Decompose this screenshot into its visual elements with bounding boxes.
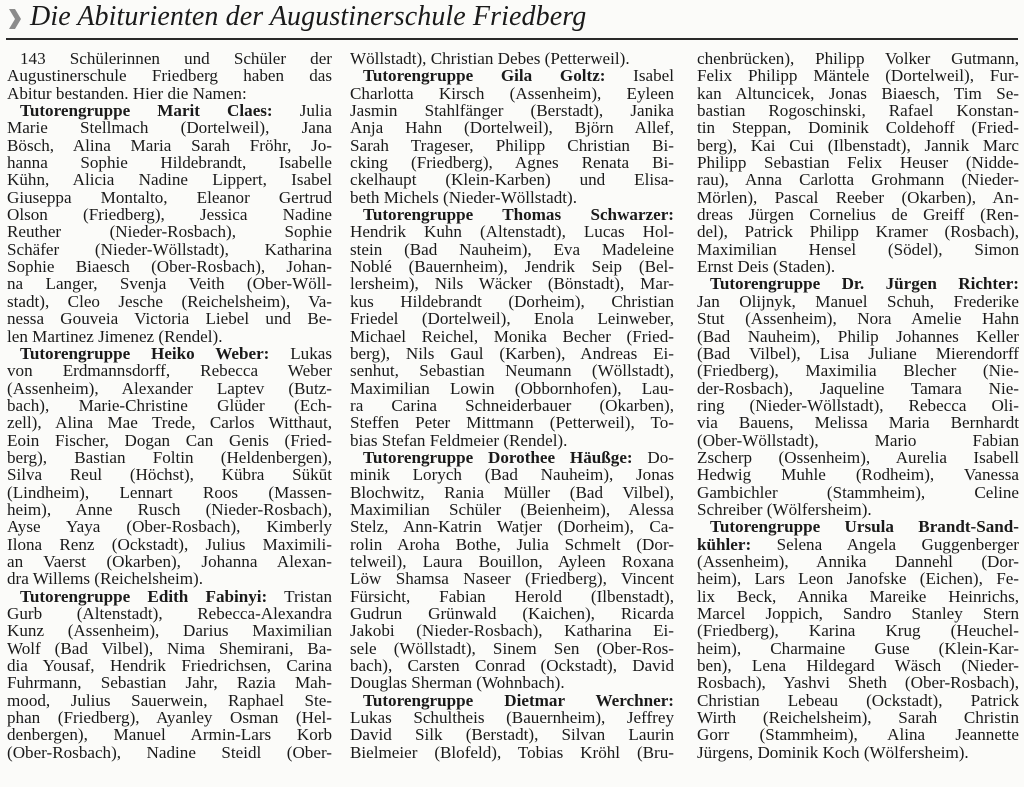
text-line <box>697 570 1019 587</box>
text-line <box>697 310 1019 327</box>
names-text: (Assenheim), Annika Dannehl (Dor- <box>697 551 1019 571</box>
text-line <box>7 380 332 397</box>
text-line <box>697 674 1019 691</box>
tutor-group-title: Tutorengruppe Ursula Brandt-Sand- <box>710 517 1019 537</box>
names-text: heim), Charmaine Guse (Klein-Kar- <box>697 638 1019 658</box>
text-line <box>7 67 332 84</box>
text-line <box>697 345 1019 362</box>
names-text: Kühn, Alicia Nadine Lippert, Isabel <box>7 170 332 190</box>
names-text: (Friedberg), Karina Krug (Heuchel- <box>697 621 1019 641</box>
text-line <box>7 726 332 743</box>
text-line <box>350 536 674 553</box>
names-text: Jakobi (Nieder-Rosbach), Katharina Ei- <box>350 621 674 641</box>
names-text: Silva Reul (Höchst), Kübra Sükūt <box>7 465 332 485</box>
text-line <box>350 293 674 310</box>
text-line <box>697 466 1019 483</box>
names-text: mood, Julius Sauerwein, Raphael Ste- <box>7 690 332 710</box>
names-text: Lukas Schultheis (Bauernheim), Jeffrey <box>350 708 674 728</box>
text-line <box>350 85 674 102</box>
names-text: Douglas Sherman (Wohnbach). <box>350 673 565 693</box>
names-text: Philipp Sebastian Felix Heuser (Nidde- <box>697 153 1019 173</box>
text-line <box>697 726 1019 743</box>
text-line <box>350 362 674 379</box>
names-text: Augustinerschule Friedberg haben das <box>7 66 332 86</box>
header-divider <box>6 38 1018 40</box>
text-line <box>7 397 332 414</box>
names-text: Steffen Peter Mittmann (Petterweil), To- <box>350 413 674 433</box>
names-text: Maximilian Hensel (Södel), Simon <box>697 239 1019 259</box>
text-line <box>7 484 332 501</box>
text-line <box>697 622 1019 639</box>
tutor-group-title: kühler: <box>697 534 752 554</box>
text-line <box>697 588 1019 605</box>
text-line <box>7 241 332 258</box>
names-text: Marcel Joppich, Sandro Stanley Stern <box>697 604 1019 623</box>
names-text: Bösch, Alina Maria Sarah Fröhr, Jo- <box>7 135 332 155</box>
names-text: Bielmeier (Blofeld), Tobias Kröhl (Bru- <box>350 742 674 762</box>
names-text: dra Willems (Reichelsheim). <box>7 569 203 589</box>
text-line <box>697 206 1019 223</box>
text-line <box>350 275 674 292</box>
names-text: tin Steppan, Dominik Coldehoff (Fried- <box>697 118 1019 138</box>
names-text: phan (Friedberg), Ayanley Osman (Hel- <box>7 708 332 728</box>
names-text: dreas Jürgen Cornelius de Greiff (Ren- <box>697 205 1019 225</box>
names-text: Ernst Deis (Staden). <box>697 257 836 277</box>
group-heading-line <box>7 345 332 362</box>
names-text: dia Yousaf, Hendrik Friedrichsen, Carina <box>7 656 332 676</box>
names-text: Michael Reichel, Monika Becher (Fried- <box>350 326 674 346</box>
names-text: (Friedberg), Maximilia Blecher (Nie- <box>697 361 1019 381</box>
text-line <box>697 154 1019 171</box>
text-line <box>350 137 674 154</box>
text-line <box>7 275 332 292</box>
text-line <box>350 588 674 605</box>
text-line <box>350 380 674 397</box>
text-line <box>7 119 332 136</box>
names-text: Anja Hahn (Dortelweil), Björn Allef, <box>350 118 674 138</box>
text-line <box>350 223 674 240</box>
text-line <box>350 484 674 501</box>
tutor-group-title: Tutorengruppe Gila Goltz: <box>363 66 606 86</box>
text-line <box>7 518 332 535</box>
text-line <box>697 171 1019 188</box>
text-line <box>7 154 332 171</box>
names-text: Friedel (Dortelweil), Enola Leinweber, <box>350 309 674 329</box>
article-body <box>0 50 1024 787</box>
text-line <box>7 362 332 379</box>
names-text: Jan Olijnyk, Manuel Schuh, Frederike <box>697 291 1019 311</box>
article-header <box>0 0 1024 38</box>
text-line <box>350 570 674 587</box>
text-line <box>7 709 332 726</box>
text-line <box>697 553 1019 570</box>
names-text: zell), Alina Mae Trede, Carlos Witthaut, <box>7 413 332 433</box>
names-text: kus Hildebrandt (Dorheim), Christian <box>350 291 674 311</box>
tutor-group-title: Tutorengruppe Heiko Weber: <box>20 343 270 363</box>
names-text: Jasmin Stahlfänger (Berstadt), Janika <box>350 101 674 121</box>
names-text: Zscherp (Ossenheim), Aurelia Isabell <box>697 447 1019 467</box>
text-line <box>350 674 674 691</box>
names-text: Kunz (Assenheim), Darius Maximilian <box>7 621 332 641</box>
names-text: Charlotta Kirsch (Assenheim), Eyleen <box>350 83 674 103</box>
names-text: len Martinez Jimenez (Rendel). <box>7 326 223 346</box>
group-heading-line <box>350 67 674 84</box>
text-line <box>7 85 332 102</box>
text-line <box>697 397 1019 414</box>
names-text: rau), Anna Carlotta Grohmann (Nieder- <box>697 170 1019 190</box>
names-text: senhut, Sebastian Neumann (Wöllstadt), <box>350 361 674 381</box>
names-text: Hedwig Muhle (Rodheim), Vanessa <box>697 465 1019 485</box>
names-text: kan Altuncicek, Jonas Biaesch, Tim Se- <box>697 83 1019 103</box>
text-line <box>697 501 1019 518</box>
names-text: ra Carina Schneiderbauer (Okarben), <box>350 395 674 415</box>
names-text: 143 Schülerinnen und Schüler der <box>20 49 332 68</box>
text-line <box>350 622 674 639</box>
text-line <box>697 432 1019 449</box>
names-text: Isabel <box>605 66 674 86</box>
group-heading-line <box>697 536 1019 553</box>
text-line <box>697 50 1019 67</box>
text-line <box>7 466 332 483</box>
names-text: Sophie Biaesch (Ober-Rosbach), Johan- <box>7 257 332 277</box>
names-text: (Bad Vilbel), Lisa Juliane Mierendorff <box>697 343 1019 363</box>
names-text: Lukas <box>269 343 332 363</box>
tutor-group-title: Tutorengruppe Dorothee Häußge: <box>363 447 633 467</box>
text-line <box>350 154 674 171</box>
text-line <box>350 310 674 327</box>
text-column-2 <box>350 50 674 761</box>
text-line <box>350 605 674 622</box>
text-line <box>7 171 332 188</box>
text-line <box>7 432 332 449</box>
names-text: beth Michels (Nieder-Wöllstadt). <box>350 187 578 207</box>
text-line <box>697 258 1019 275</box>
chevron-right-icon <box>8 8 22 30</box>
names-text: telweil), Laura Bouillon, Ayleen Roxana <box>350 551 674 571</box>
names-text: Mörlen), Pascal Reeber (Okarben), An- <box>697 187 1019 207</box>
names-text: Gambichler (Stammheim), Celine <box>697 482 1019 502</box>
text-line <box>7 414 332 431</box>
text-column-3 <box>697 50 1019 761</box>
text-line <box>350 102 674 119</box>
text-line <box>7 206 332 223</box>
text-line <box>697 414 1019 431</box>
names-text: Felix Philipp Mäntele (Dortelweil), Fur- <box>697 66 1019 86</box>
names-text: Gurb (Altenstadt), Rebecca-Alexandra <box>7 604 332 623</box>
names-text: berg), Bastian Foltin (Heldenbergen), <box>7 447 332 467</box>
text-line <box>350 501 674 518</box>
names-text: berg), Nils Gaul (Karben), Andreas Ei- <box>350 343 674 363</box>
names-text: Schreiber (Wölfersheim). <box>697 499 872 519</box>
group-heading-line <box>350 692 674 709</box>
group-heading-line <box>697 518 1019 535</box>
text-line <box>7 553 332 570</box>
text-line <box>350 432 674 449</box>
text-line <box>697 85 1019 102</box>
names-text: minik Lorych (Bad Nauheim), Jonas <box>350 465 674 485</box>
names-text: Selena Angela Guggenberger <box>751 534 1019 554</box>
names-text: heim), Anne Rusch (Nieder-Rosbach), <box>7 499 332 519</box>
group-heading-line <box>7 102 332 119</box>
text-line <box>697 362 1019 379</box>
text-line <box>7 640 332 657</box>
names-text: (Assenheim), Alexander Laptev (Butz- <box>7 378 332 398</box>
group-heading-line <box>350 206 674 223</box>
names-text: Marie Stellmach (Dortelweil), Jana <box>7 118 332 138</box>
names-text: Noblé (Bauernheim), Jendrik Seip (Bel- <box>350 257 674 277</box>
text-line <box>350 518 674 535</box>
tutor-group-title: Tutorengruppe Dr. Jürgen Richter: <box>710 274 1019 294</box>
names-text: bach), Carsten Conrad (Ockstadt), David <box>350 656 674 676</box>
text-line <box>7 501 332 518</box>
names-text: Jürgens, Dominik Koch (Wölfersheim). <box>697 742 969 762</box>
names-text: hanna Sophie Hildebrandt, Isabelle <box>7 153 332 173</box>
names-text: del), Patrick Philipp Kramer (Rosbach), <box>697 222 1019 242</box>
names-text: Wöllstadt), Christian Debes (Petterweil). <box>350 49 630 68</box>
text-column-1 <box>7 50 332 761</box>
names-text: Löw Shamsa Naseer (Friedberg), Vincent <box>350 569 674 589</box>
text-line <box>697 293 1019 310</box>
names-text: der-Rosbach), Jaqueline Tamara Nie- <box>697 378 1019 398</box>
text-line <box>350 640 674 657</box>
text-line <box>697 119 1019 136</box>
names-text: Stut (Assenheim), Nora Amelie Hahn <box>697 309 1019 329</box>
names-text: bias Stefan Feldmeier (Rendel). <box>350 430 568 450</box>
names-text: Abitur bestanden. Hier die Namen: <box>7 83 247 103</box>
text-line <box>350 241 674 258</box>
group-heading-line <box>697 275 1019 292</box>
text-line <box>7 692 332 709</box>
text-line <box>350 171 674 188</box>
group-heading-line <box>350 449 674 466</box>
names-text: Sarah Trageser, Philipp Christian Bi- <box>350 135 674 155</box>
names-text: lix Beck, Annika Mareike Heinrichs, <box>697 586 1019 606</box>
names-text: (Bad Nauheim), Philip Johannes Keller <box>697 326 1019 346</box>
text-line <box>697 640 1019 657</box>
names-text: Ayse Yaya (Ober-Rosbach), Kimberly <box>7 517 332 537</box>
names-text: Wirth (Reichelsheim), Sarah Christin <box>697 708 1019 728</box>
text-line <box>7 50 332 67</box>
text-line <box>350 726 674 743</box>
text-line <box>7 605 332 622</box>
text-line <box>350 744 674 761</box>
text-line <box>350 553 674 570</box>
names-text: rolin Aroha Bothe, Julia Schmelt (Dor- <box>350 534 674 554</box>
names-text: Gudrun Grünwald (Kaichen), Ricarda <box>350 604 674 623</box>
text-line <box>350 119 674 136</box>
names-text: Blochwitz, Rania Müller (Bad Vilbel), <box>350 482 674 502</box>
names-text: Reuther (Nieder-Rosbach), Sophie <box>7 222 332 242</box>
text-line <box>350 328 674 345</box>
names-text: Wolf (Bad Vilbel), Nima Shemirani, Ba- <box>7 638 332 658</box>
names-text: Hendrik Kuhn (Altenstadt), Lucas Hol- <box>350 222 674 242</box>
names-text: Julia <box>272 101 332 121</box>
names-text: cking (Friedberg), Agnes Renata Bi- <box>350 153 674 173</box>
text-line <box>7 258 332 275</box>
text-line <box>697 692 1019 709</box>
text-line <box>350 50 674 67</box>
names-text: Gorr (Stammheim), Alina Jeannette <box>697 725 1019 745</box>
text-line <box>697 744 1019 761</box>
names-text: von Erdmannsdorff, Rebecca Weber <box>7 361 332 381</box>
text-line <box>7 310 332 327</box>
text-line <box>350 709 674 726</box>
text-line <box>697 605 1019 622</box>
names-text: ben), Lena Hildegard Wäsch (Nieder- <box>697 656 1019 676</box>
text-line <box>697 189 1019 206</box>
names-text: na Langer, Svenja Veith (Ober-Wöll- <box>7 274 332 294</box>
names-text: Fürsicht, Fabian Herold (Ilbenstadt), <box>350 586 674 606</box>
text-line <box>697 223 1019 240</box>
text-line <box>697 67 1019 84</box>
text-line <box>7 536 332 553</box>
text-line <box>7 328 332 345</box>
text-line <box>350 189 674 206</box>
group-heading-line <box>7 588 332 605</box>
text-line <box>697 380 1019 397</box>
names-text: berg), Kai Cui (Ilbenstadt), Jannik Marc <box>697 135 1019 155</box>
names-text: Olson (Friedberg), Jessica Nadine <box>7 205 332 225</box>
text-line <box>697 657 1019 674</box>
names-text: bastian Rogoschinski, Rafael Konstan- <box>697 101 1019 121</box>
names-text: chenbrücken), Philipp Volker Gutmann, <box>697 49 1019 68</box>
names-text: (Ober-Rosbach), Nadine Steidl (Ober- <box>7 742 332 762</box>
names-text: Christian Lebeau (Ockstadt), Patrick <box>697 690 1019 710</box>
text-line <box>7 137 332 154</box>
names-text: ckelhaupt (Klein-Karben) und Elisa- <box>350 170 674 190</box>
names-text: Eoin Fischer, Dogan Can Genis (Fried- <box>7 430 332 450</box>
text-line <box>697 102 1019 119</box>
names-text: nessa Gouveia Victoria Liebel und Be- <box>7 309 332 329</box>
names-text: heim), Lars Leon Janofske (Eichen), Fe- <box>697 569 1019 589</box>
text-line <box>350 657 674 674</box>
names-text: denbergen), Manuel Armin-Lars Korb <box>7 725 332 745</box>
text-line <box>7 674 332 691</box>
names-text: Schäfer (Nieder-Wöllstadt), Katharina <box>7 239 332 259</box>
names-text: David Silk (Berstadt), Silvan Laurin <box>350 725 674 745</box>
names-text: via Bauens, Melissa Maria Bernhardt <box>697 413 1019 433</box>
names-text: Stelz, Ann-Katrin Watjer (Dorheim), Ca- <box>350 517 674 537</box>
tutor-group-title: Tutorengruppe Edith Fabinyi: <box>20 586 268 606</box>
names-text: lersheim), Nils Wäcker (Bönstadt), Mar- <box>350 274 674 294</box>
names-text: Giuseppa Montalto, Eleanor Gertrud <box>7 187 332 207</box>
names-text: bach), Marie-Christine Glüder (Ech- <box>7 395 332 415</box>
text-line <box>7 622 332 639</box>
text-line <box>7 223 332 240</box>
text-line <box>7 744 332 761</box>
text-line <box>350 397 674 414</box>
text-line <box>7 570 332 587</box>
names-text: Fuhrmann, Sebastian Jahr, Razia Mah- <box>7 673 332 693</box>
names-text: stadt), Cleo Jesche (Reichelsheim), Va- <box>7 291 332 311</box>
names-text: sele (Wöllstadt), Sinem Sen (Ober-Ros- <box>350 638 674 658</box>
text-line <box>350 258 674 275</box>
names-text: ring (Nieder-Wöllstadt), Rebecca Oli- <box>697 395 1019 415</box>
names-text: Maximilian Lowin (Obbornhofen), Lau- <box>350 378 674 398</box>
tutor-group-title: Tutorengruppe Dietmar Werchner: <box>363 690 674 710</box>
names-text: (Ober-Wöllstadt), Mario Fabian <box>697 430 1019 450</box>
names-text: Do- <box>632 447 674 467</box>
text-line <box>697 328 1019 345</box>
text-line <box>697 449 1019 466</box>
tutor-group-title: Tutorengruppe Thomas Schwarzer: <box>363 205 674 225</box>
text-line <box>350 345 674 362</box>
names-text: Maximilian Schüler (Beienheim), Alessa <box>350 499 674 519</box>
names-text: stein (Bad Nauheim), Eva Madeleine <box>350 239 674 259</box>
names-text: (Lindheim), Lennart Roos (Massen- <box>7 482 332 502</box>
names-text: Tristan <box>267 586 332 606</box>
tutor-group-title: Tutorengruppe Marit Claes: <box>20 101 273 121</box>
names-text: Rosbach), Yashvi Sheth (Ober-Rosbach), <box>697 673 1019 693</box>
text-line <box>350 414 674 431</box>
text-line <box>7 189 332 206</box>
text-line <box>697 709 1019 726</box>
text-line <box>350 466 674 483</box>
text-line <box>697 241 1019 258</box>
text-line <box>7 449 332 466</box>
text-line <box>697 137 1019 154</box>
text-line <box>7 657 332 674</box>
names-text: Ilona Renz (Ockstadt), Julius Maximili- <box>7 534 332 554</box>
article-headline: Die Abiturienten der Augustinerschule Friedberg <box>30 1 587 32</box>
text-line <box>7 293 332 310</box>
text-line <box>697 484 1019 501</box>
names-text: an Vaerst (Okarben), Johanna Alexan- <box>7 551 332 571</box>
